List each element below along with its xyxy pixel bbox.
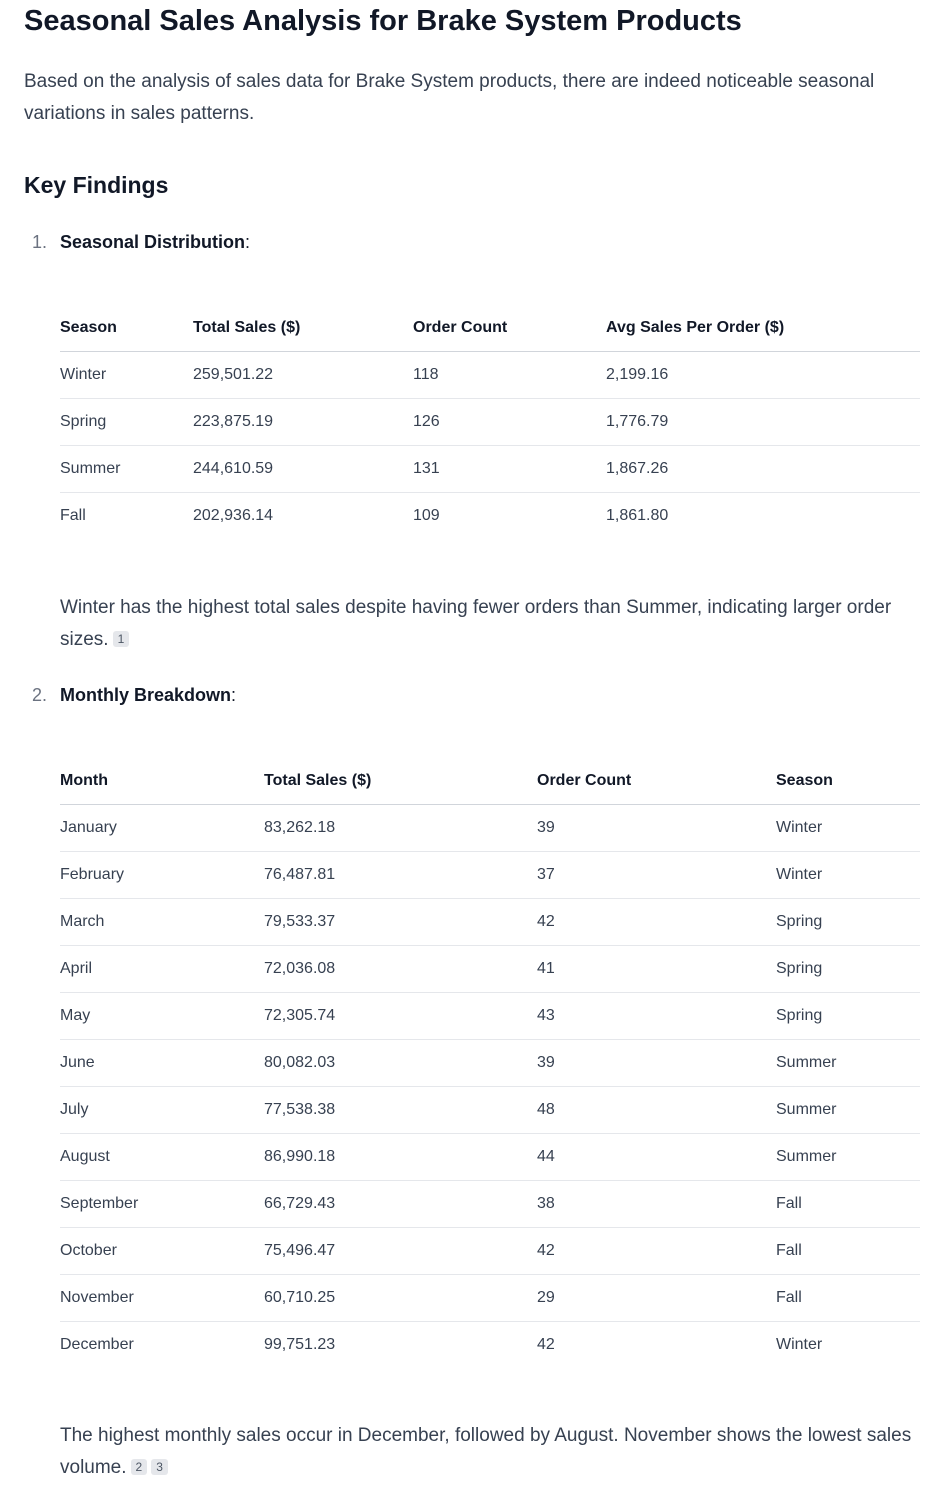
table-cell: Winter <box>60 352 193 399</box>
table-row <box>60 805 920 852</box>
column-header: Order Count <box>537 757 776 805</box>
table-cell: January <box>60 805 264 852</box>
table-row <box>60 1134 920 1181</box>
table-cell: 1,861.80 <box>606 507 669 524</box>
table-cell: 43 <box>537 993 776 1040</box>
table-cell: 77,538.38 <box>264 1087 537 1134</box>
table-cell: 39 <box>537 1040 776 1087</box>
citation-badge[interactable]: 1 <box>113 631 130 647</box>
intro-paragraph: Based on the analysis of sales data for Brake System products, there are indeed noticeable seasonal variations in sales patterns. <box>24 71 875 124</box>
table-cell: Fall <box>60 507 86 524</box>
table-cell: February <box>60 852 264 899</box>
table-cell: 42 <box>537 1336 555 1353</box>
column-header: Avg Sales Per Order ($) <box>606 304 920 352</box>
table-cell: 39 <box>537 805 776 852</box>
note-text: Winter has the highest total sales despite having fewer orders than Summer, indicating larger order sizes. <box>60 597 892 650</box>
table-cell: 42 <box>537 1228 776 1275</box>
table-row <box>60 899 920 946</box>
table-cell: Spring <box>60 399 193 446</box>
table-cell: 83,262.18 <box>264 805 537 852</box>
column-header: Total Sales ($) <box>264 757 537 805</box>
table-cell: Spring <box>776 899 920 946</box>
table-cell: October <box>60 1228 264 1275</box>
finding-title: Monthly Breakdown <box>60 685 232 705</box>
table-cell: 131 <box>413 446 606 493</box>
seasonal-distribution-table <box>60 304 920 539</box>
table-cell: 259,501.22 <box>193 352 413 399</box>
table-row <box>60 446 920 493</box>
table-cell: Fall <box>776 1181 920 1228</box>
table-cell: 48 <box>537 1087 776 1134</box>
column-header: Order Count <box>413 304 606 352</box>
finding-1-heading <box>24 228 250 256</box>
table-cell: Fall <box>776 1275 920 1322</box>
table-cell: Fall <box>776 1228 920 1275</box>
monthly-breakdown-table <box>60 757 920 1368</box>
table-row <box>60 1228 920 1275</box>
table-cell: Summer <box>776 1087 920 1134</box>
table-cell: Summer <box>60 446 193 493</box>
page-title: Seasonal Sales Analysis for Brake System Products <box>24 5 742 37</box>
table-cell: 44 <box>537 1134 776 1181</box>
list-number: 1. <box>32 232 48 252</box>
table-row <box>60 1087 920 1134</box>
column-header: Month <box>60 757 264 805</box>
column-header: Season <box>776 757 920 805</box>
table-row <box>60 493 920 540</box>
table-cell: 42 <box>537 899 776 946</box>
table-row <box>60 1181 920 1228</box>
note-text: The highest monthly sales occur in December, followed by August. November shows the lowest sales volume. <box>60 1425 912 1478</box>
table-cell: 60,710.25 <box>264 1275 537 1322</box>
table-cell: May <box>60 993 264 1040</box>
table-cell: November <box>60 1275 264 1322</box>
table-cell: 223,875.19 <box>193 399 413 446</box>
table-cell: 202,936.14 <box>193 507 274 524</box>
table-cell: 126 <box>413 399 606 446</box>
table-row <box>60 1322 920 1369</box>
table-header-row <box>60 757 920 805</box>
table-cell: 41 <box>537 946 776 993</box>
key-findings-heading: Key Findings <box>24 172 169 198</box>
table-cell: 66,729.43 <box>264 1181 537 1228</box>
finding-colon: : <box>245 232 251 252</box>
table-cell: September <box>60 1181 264 1228</box>
table-cell: Winter <box>776 805 920 852</box>
table-cell: Summer <box>776 1134 920 1181</box>
table-cell: 29 <box>537 1275 776 1322</box>
table-cell: Spring <box>776 946 920 993</box>
table-row <box>60 993 920 1040</box>
table-cell: 99,751.23 <box>264 1336 336 1353</box>
table-cell: 37 <box>537 852 776 899</box>
column-header: Season <box>60 304 193 352</box>
table-cell: June <box>60 1040 264 1087</box>
finding-2-heading <box>24 681 236 709</box>
table-cell: 1,776.79 <box>606 399 920 446</box>
table-header-row <box>60 304 920 352</box>
table-row <box>60 352 920 399</box>
table-cell: Spring <box>776 993 920 1040</box>
citation-badge[interactable]: 2 <box>131 1459 148 1475</box>
finding-title: Seasonal Distribution <box>60 232 246 252</box>
finding-colon: : <box>231 685 237 705</box>
table-cell: December <box>60 1336 134 1353</box>
table-cell: April <box>60 946 264 993</box>
table-row <box>60 399 920 446</box>
list-number: 2. <box>32 685 48 705</box>
finding-1-note <box>60 592 920 656</box>
table-cell: 72,305.74 <box>264 993 537 1040</box>
column-header: Total Sales ($) <box>193 304 413 352</box>
table-cell: Winter <box>776 852 920 899</box>
table-cell: 80,082.03 <box>264 1040 537 1087</box>
table-row <box>60 1040 920 1087</box>
table-cell: 118 <box>413 352 606 399</box>
table-row <box>60 852 920 899</box>
table-cell: March <box>60 899 264 946</box>
finding-2-note <box>60 1420 920 1484</box>
table-cell: 75,496.47 <box>264 1228 537 1275</box>
table-cell: 86,990.18 <box>264 1134 537 1181</box>
table-row <box>60 946 920 993</box>
table-cell: July <box>60 1087 264 1134</box>
table-cell: 109 <box>413 507 440 524</box>
table-row <box>60 1275 920 1322</box>
table-cell: 38 <box>537 1181 776 1228</box>
citation-badge[interactable]: 3 <box>151 1459 168 1475</box>
table-cell: 2,199.16 <box>606 352 920 399</box>
table-cell: 79,533.37 <box>264 899 537 946</box>
table-cell: 72,036.08 <box>264 946 537 993</box>
table-cell: Winter <box>776 1336 823 1353</box>
table-cell: Summer <box>776 1040 920 1087</box>
table-cell: August <box>60 1134 264 1181</box>
table-cell: 244,610.59 <box>193 446 413 493</box>
table-cell: 1,867.26 <box>606 446 920 493</box>
table-cell: 76,487.81 <box>264 852 537 899</box>
